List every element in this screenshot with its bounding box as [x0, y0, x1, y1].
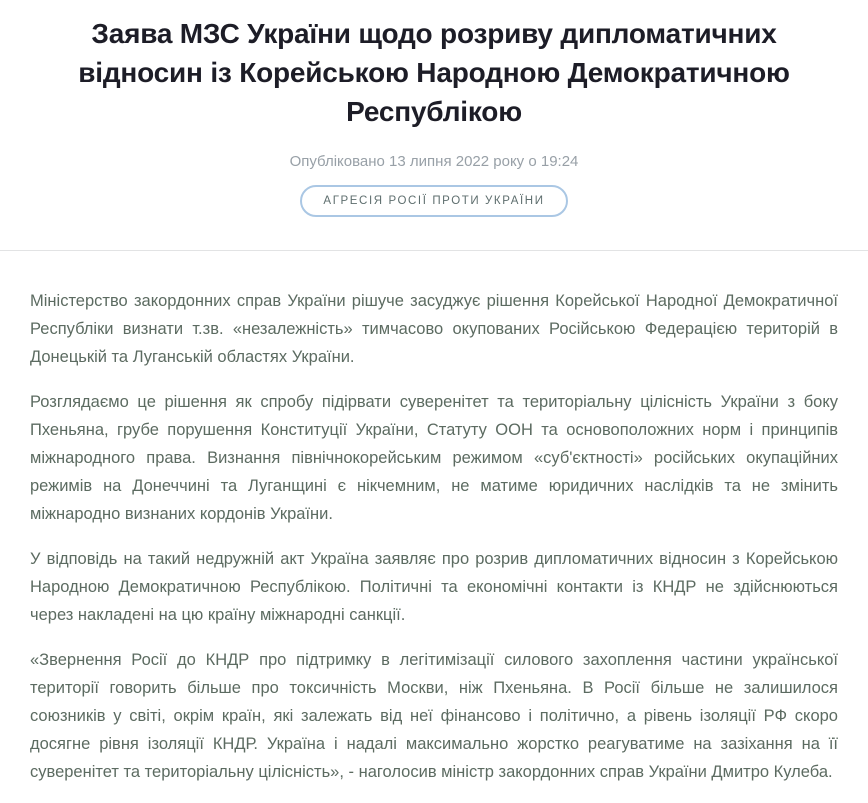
- paragraph-3: У відповідь на такий недружній акт Україна заявляє про розрив дипломатичних відносин з Корейською Народною Демократичною Республікою. Політичні та економічні контакти із КНДР не здійснюються через накладені на цю країну міжнародні санкції.: [30, 550, 838, 624]
- paragraph-4: «Звернення Росії до КНДР про підтримку в легітимізації силового захоплення частини української території говорить більше про токсичність Москви, ніж Пхеньяна. В Росії більше не залишилося союзників у світі, окрім країн, які залежать від неї фінансово і політично, а рівень ізоляції РФ скоро досягне рівня ізоляції КНДР. Україна і надалі максимально жорстко реагуватиме на зазіхання на її суверенітет та територіальну цілісність», - наголосив міністр закордонних справ України Дмитро Кулеба.: [30, 651, 838, 781]
- paragraph-2: Розглядаємо це рішення як спробу підірвати суверенітет та територіальну цілісність України з боку Пхеньяна, грубе порушення Конституції України, Статуту ООН та основоположних норм і принципів міжнародного права. Визнання північнокорейським режимом «суб'єктності» російських окупаційних режимів на Донеччині та Луганщині є нікчемним, не матиме юридичних наслідків та не змінить міжнародно визнаних кордонів України.: [30, 393, 838, 523]
- tag-row: [0, 185, 868, 217]
- paragraph-1: Міністерство закордонних справ України рішуче засуджує рішення Корейської Народної Демократичної Республіки визнати т.зв. «незалежність» тимчасово окупованих Російською Федерацією територій в Донецькій та Луганській областях України.: [30, 292, 838, 366]
- page-title: Заява МЗС України щодо розриву дипломатичних відносин із Корейською Народною Демократичною Республікою: [78, 18, 790, 127]
- article-header: [0, 0, 868, 217]
- article-body: [0, 251, 868, 786]
- publish-date: Опубліковано 13 липня 2022 року о 19:24: [289, 153, 579, 170]
- tag-russian-aggression-link[interactable]: АГРЕСІЯ РОСІЇ ПРОТИ УКРАЇНИ: [300, 185, 567, 217]
